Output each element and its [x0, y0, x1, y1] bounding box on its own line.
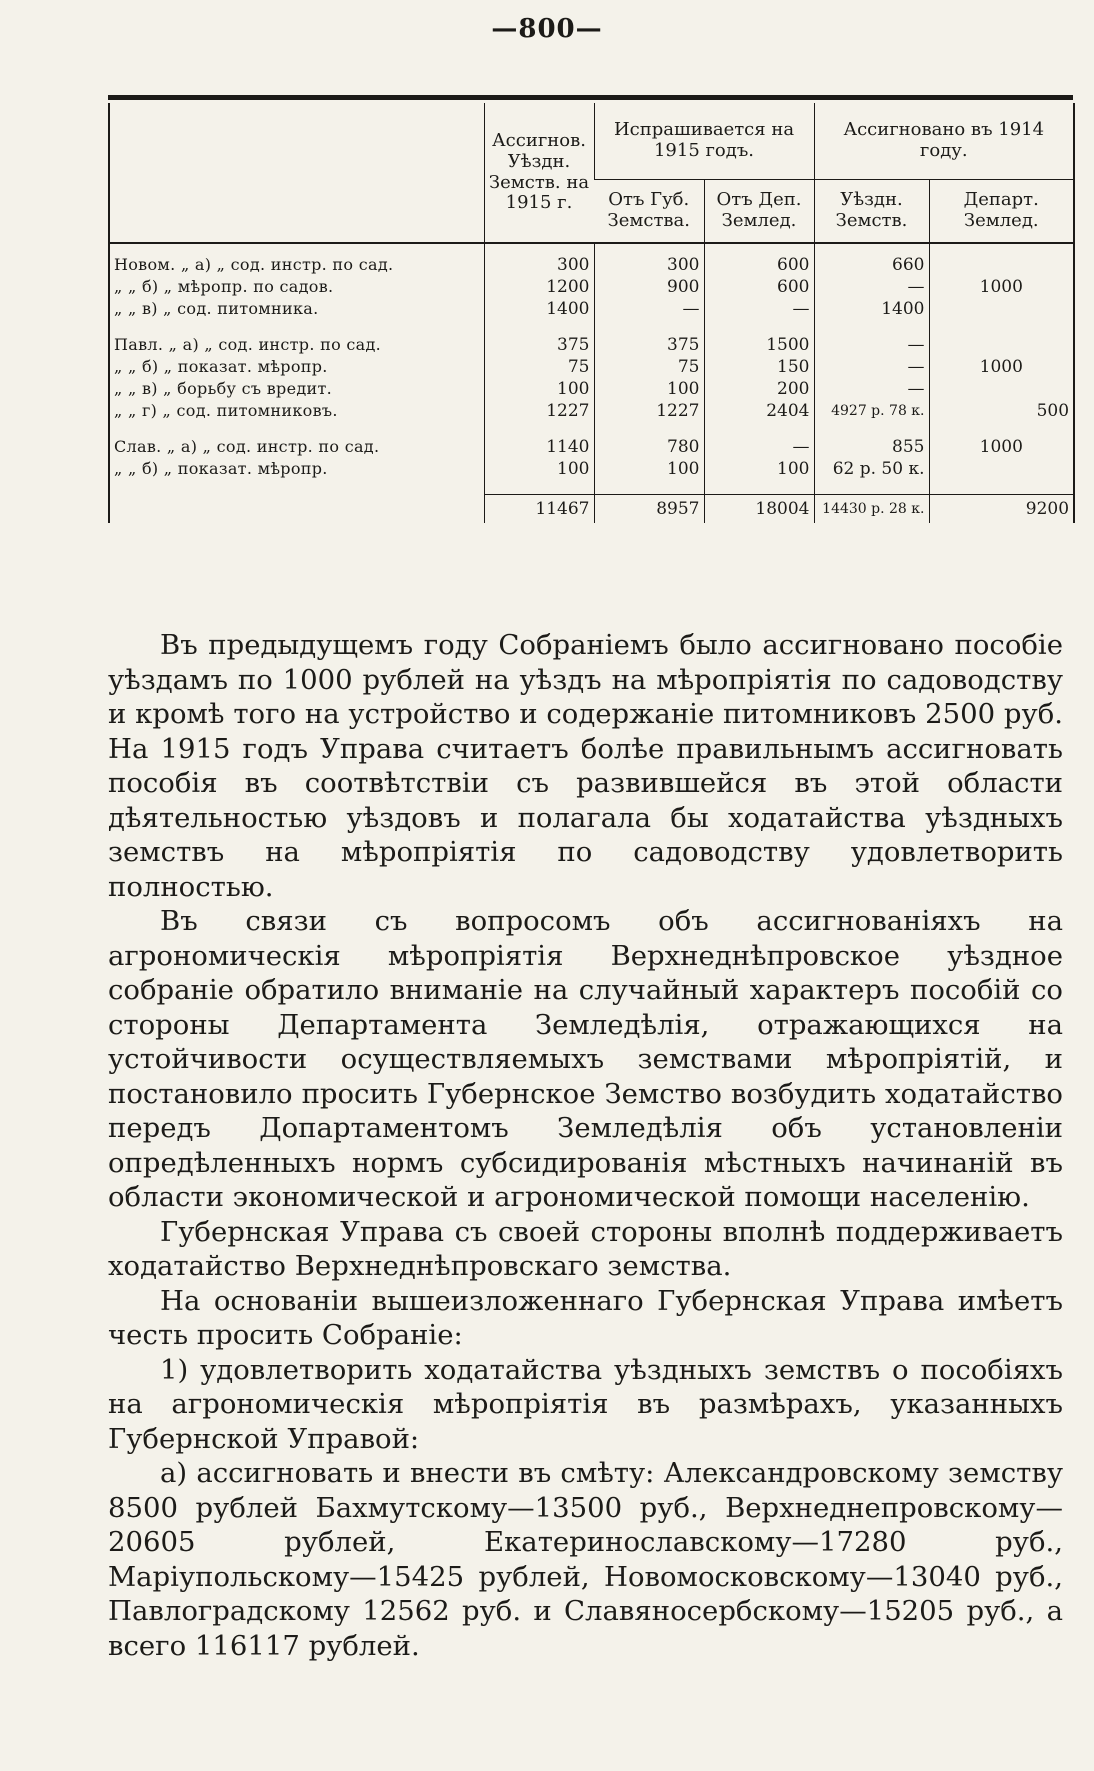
totals-row — [109, 495, 1074, 524]
paragraph: На основаніи вышеизложеннаго Губернская Управа имѣетъ честь просить Собраніе: — [108, 1284, 1063, 1351]
cell-as-uezd: — — [814, 378, 929, 400]
cell-as-dep: 500 — [929, 400, 1074, 422]
paragraph: Въ связи съ вопросомъ объ ассигнованіяхъ на агрономическія мѣропріятія Верхнеднѣпровское уѣздное собраніе обратило вниманіе на случайный характеръ пособій со стороны Департамента Земледѣлія, отражающихся на устойчивости осуществляемыхъ земствами мѣропріятій, и постановило просить Губернское Земство возбудить ходатайство передъ Допартаментомъ Земледѣлія объ установленіи опредѣленныхъ нормъ субсидированія мѣстныхъ начинаній въ области экономической и агрономической помощи населенію. — [108, 905, 1063, 1213]
cell-req-gub: — — [594, 298, 704, 320]
cell-req-dep: 2404 — [704, 400, 814, 422]
header-as-uezd: Уѣздн. Земств. — [814, 180, 929, 244]
total-assign: 11467 — [484, 495, 594, 524]
table-top-rule — [108, 95, 1073, 100]
header-blank — [109, 103, 484, 243]
body-text — [108, 628, 1063, 1663]
cell-req-dep: 100 — [704, 458, 814, 480]
table-row — [109, 254, 1074, 276]
paragraph: Въ предыдущемъ году Собраніемъ было ассигновано пособіе уѣздамъ по 1000 рублей на уѣздъ на мѣропріятія по садоводству и кромѣ того на устройство и содержаніе питомниковъ 2500 руб. На 1915 годъ Управа считаетъ болѣе правильнымъ ассигновать пособія въ соотвѣтствіи съ развившейся въ этой области дѣятельностью уѣздовъ и полагала бы ходатайства уѣздныхъ земствъ на мѣропріятія по садоводству удовлетворить полностью. — [108, 629, 1063, 903]
row-label: „ „ б) „ показат. мѣропр. — [109, 356, 484, 378]
row-label: „ „ б) „ мѣропр. по садов. — [109, 276, 484, 298]
cell-assign: 100 — [484, 378, 594, 400]
row-label: „ „ в) „ сод. питомника. — [109, 298, 484, 320]
cell-req-gub: 1227 — [594, 400, 704, 422]
paragraph: а) ассигновать и внести въ смѣту: Александровскому земству 8500 рублей Бахмутскому—13500 руб., Верхнеднепровскому—20605 рублей, Екатеринославскому—17280 руб., Маріупольскому—15425 рублей, Новомосковскому—13040 руб., Павлоградскому 12562 руб. и Славяносербскому—15205 руб., а всего 116117 рублей. — [108, 1457, 1063, 1662]
cell-assign: 75 — [484, 356, 594, 378]
cell-req-dep: 600 — [704, 276, 814, 298]
cell-assign: 1140 — [484, 436, 594, 458]
cell-as-dep — [929, 298, 1074, 320]
cell-req-dep: 200 — [704, 378, 814, 400]
cell-assign: 1200 — [484, 276, 594, 298]
header-as-dep: Департ. Землед. — [929, 180, 1074, 244]
table-row — [109, 356, 1074, 378]
header-assigned-1914: Ассигновано въ 1914 году. — [814, 103, 1074, 180]
total-req-dep: 18004 — [704, 495, 814, 524]
row-label: „ „ б) „ показат. мѣропр. — [109, 458, 484, 480]
paragraph: 1) удовлетворить ходатайства уѣздныхъ земствъ о пособіяхъ на агрономическія мѣропріятія въ размѣрахъ, указанныхъ Губернской Управой: — [108, 1353, 1063, 1455]
cell-assign: 300 — [484, 254, 594, 276]
cell-req-dep: — — [704, 298, 814, 320]
cell-as-uezd: 855 — [814, 436, 929, 458]
cell-req-dep: — — [704, 436, 814, 458]
cell-as-dep — [929, 254, 1074, 276]
table-row — [109, 436, 1074, 458]
page-number: —800— — [491, 14, 603, 44]
row-label: „ „ г) „ сод. питомниковъ. — [109, 400, 484, 422]
total-req-gub: 8957 — [594, 495, 704, 524]
cell-req-gub: 900 — [594, 276, 704, 298]
table-row — [109, 276, 1074, 298]
row-label: „ „ в) „ борьбу съ вредит. — [109, 378, 484, 400]
cell-as-dep: 1000 — [929, 356, 1074, 378]
header-request-1915: Испрашивается на 1915 годъ. — [594, 103, 814, 180]
totals-label — [109, 495, 484, 524]
table-row — [109, 378, 1074, 400]
cell-req-gub: 300 — [594, 254, 704, 276]
cell-as-uezd: 4927 р. 78 к. — [814, 400, 929, 422]
cell-as-dep: 1000 — [929, 436, 1074, 458]
cell-assign: 1227 — [484, 400, 594, 422]
cell-as-dep — [929, 378, 1074, 400]
cell-req-gub: 375 — [594, 334, 704, 356]
paragraph: Губернская Управа съ своей стороны вполнѣ поддерживаетъ ходатайство Верхнеднѣпровскаго земства. — [108, 1215, 1063, 1282]
header-req-dep: Отъ Деп. Землед. — [704, 180, 814, 244]
cell-as-uezd: 660 — [814, 254, 929, 276]
budget-table-wrapper — [108, 95, 1073, 523]
table-row — [109, 458, 1074, 480]
cell-assign: 1400 — [484, 298, 594, 320]
cell-req-dep: 150 — [704, 356, 814, 378]
row-label: Павл. „ а) „ сод. инстр. по сад. — [109, 334, 484, 356]
table-row — [109, 298, 1074, 320]
cell-as-uezd: — — [814, 334, 929, 356]
cell-as-dep — [929, 334, 1074, 356]
cell-as-uezd: 1400 — [814, 298, 929, 320]
cell-req-gub: 100 — [594, 378, 704, 400]
cell-req-dep: 600 — [704, 254, 814, 276]
header-req-gub: Отъ Губ. Земства. — [607, 189, 690, 231]
cell-as-uezd: — — [814, 356, 929, 378]
header-assign-1915: Ассигнов. Уѣздн. Земств. на 1915 г. — [484, 103, 594, 243]
budget-table — [108, 103, 1075, 523]
total-as-uezd: 14430 р. 28 к. — [814, 495, 929, 524]
cell-req-gub: 780 — [594, 436, 704, 458]
table-row — [109, 334, 1074, 356]
cell-req-gub: 100 — [594, 458, 704, 480]
cell-as-dep: 1000 — [929, 276, 1074, 298]
cell-req-gub: 75 — [594, 356, 704, 378]
cell-as-dep — [929, 458, 1074, 480]
cell-assign: 375 — [484, 334, 594, 356]
cell-assign: 100 — [484, 458, 594, 480]
row-label: Новом. „ а) „ сод. инстр. по сад. — [109, 254, 484, 276]
cell-as-uezd: 62 р. 50 к. — [814, 458, 929, 480]
cell-req-dep: 1500 — [704, 334, 814, 356]
total-as-dep: 9200 — [929, 495, 1074, 524]
row-label: Слав. „ а) „ сод. инстр. по сад. — [109, 436, 484, 458]
cell-as-uezd: — — [814, 276, 929, 298]
table-row — [109, 400, 1074, 422]
